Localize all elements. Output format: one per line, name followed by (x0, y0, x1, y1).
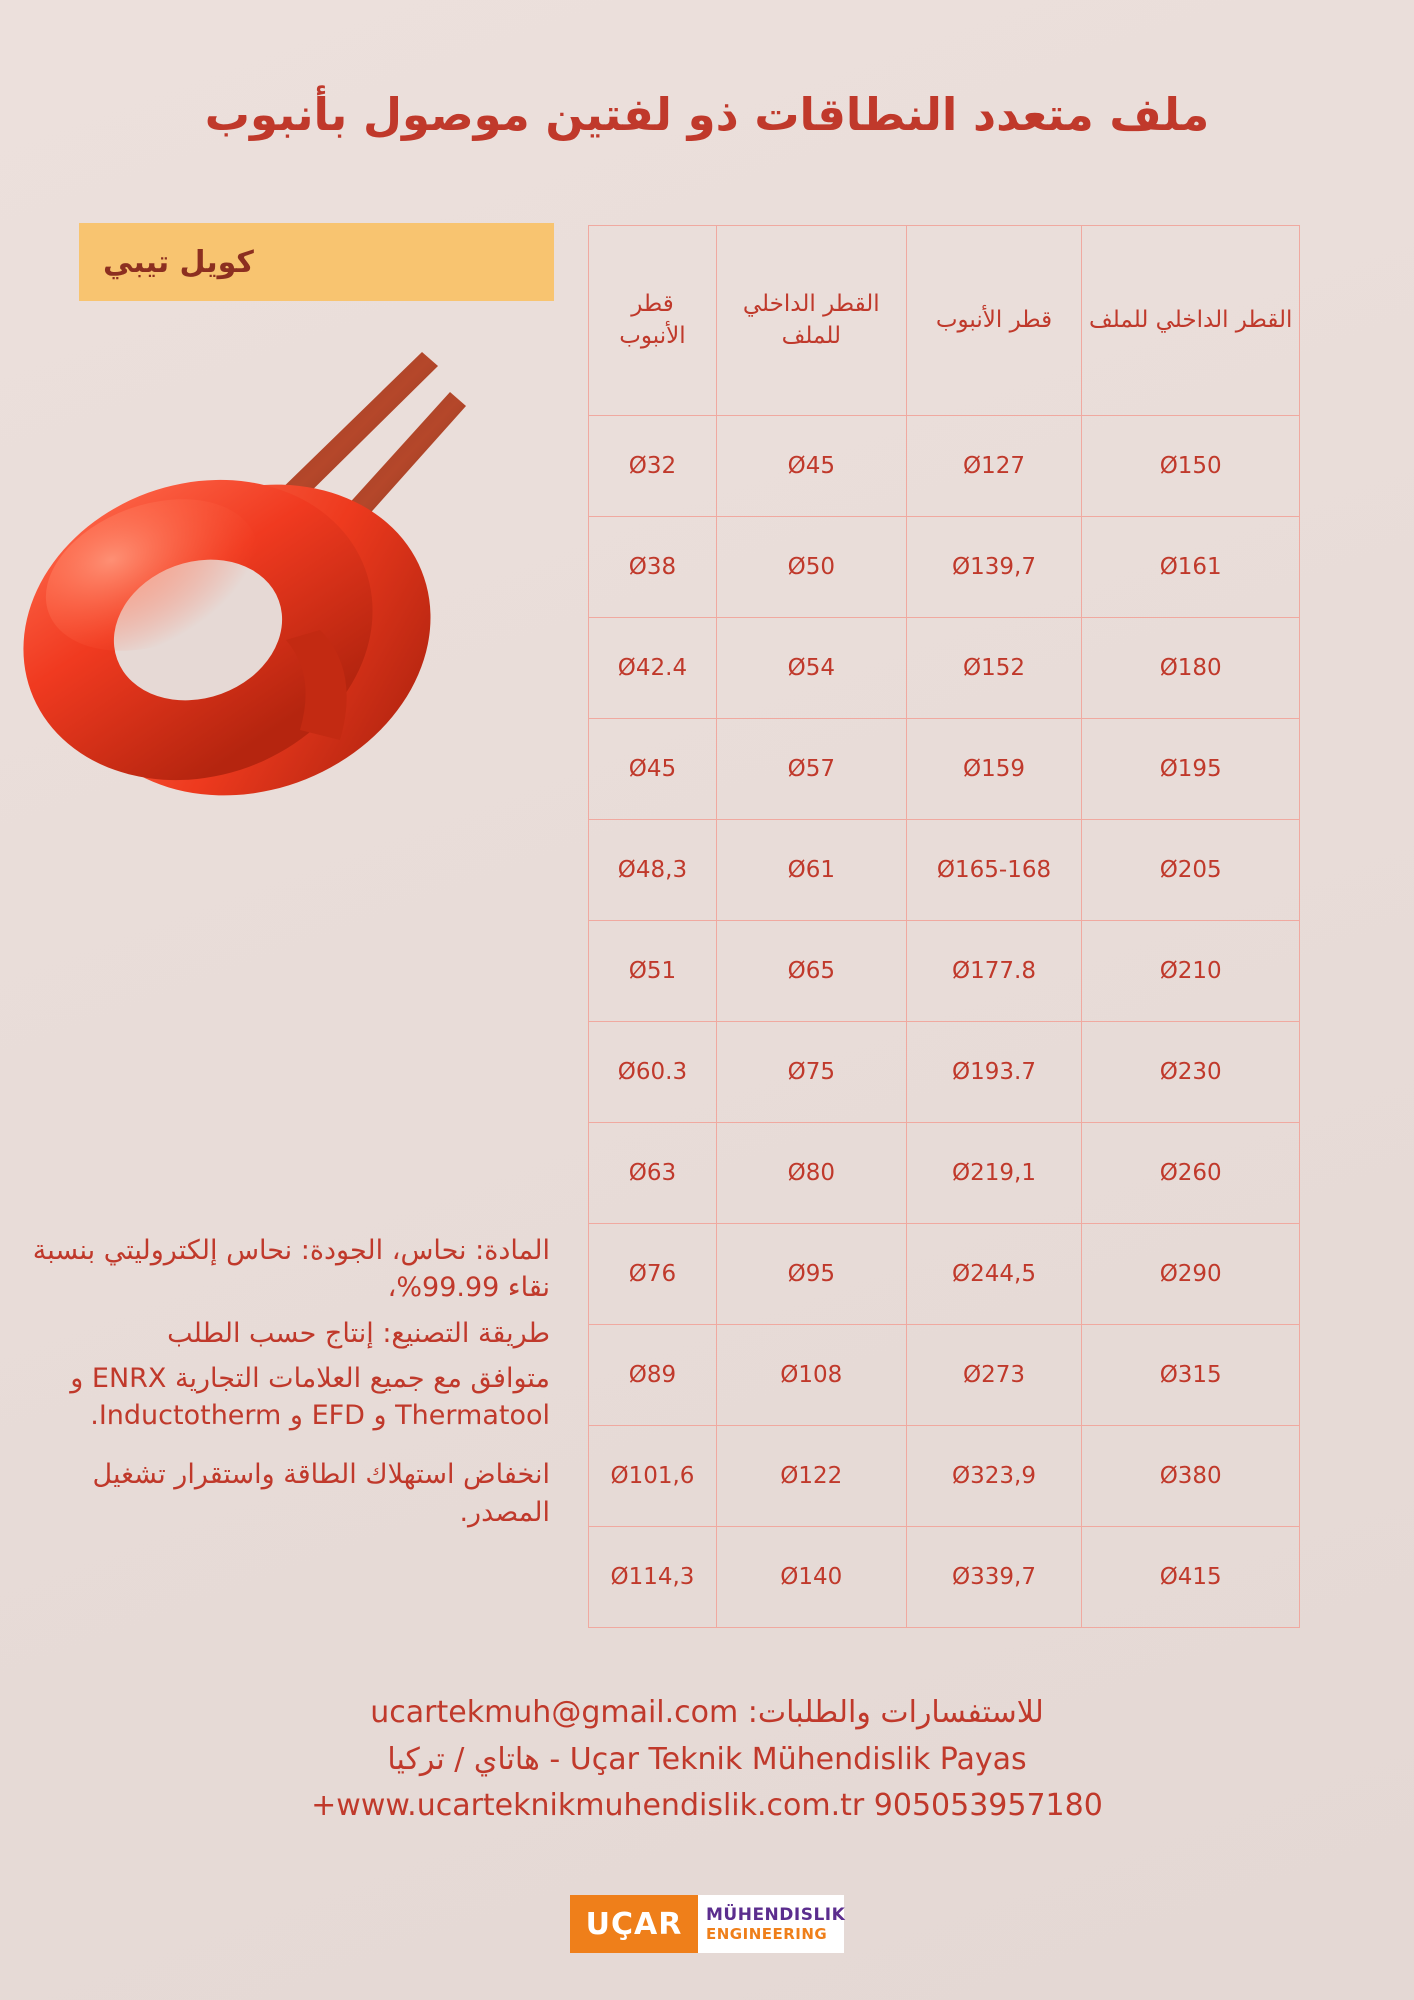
table-cell: Ø180 (1082, 618, 1300, 719)
logo-wordmark (698, 1895, 844, 1953)
table-cell: Ø150 (1082, 416, 1300, 517)
table-cell: Ø108 (716, 1325, 906, 1426)
table-cell: Ø210 (1082, 921, 1300, 1022)
table-cell: Ø139,7 (906, 517, 1082, 618)
description-block (0, 1232, 560, 1539)
table-cell: Ø80 (716, 1123, 906, 1224)
description-line-efficiency: انخفاض استهلاك الطاقة واستقرار تشغيل المصدر. (92, 1459, 550, 1528)
table-cell: Ø114,3 (589, 1527, 717, 1628)
contact-address-line: Uçar Teknik Mühendislik Payas - هاتاي / تركيا (387, 1741, 1027, 1777)
table-cell: Ø45 (589, 719, 717, 820)
table-cell: Ø415 (1082, 1527, 1300, 1628)
page-title: ملف متعدد النطاقات ذو لفتين موصول بأنبوب (204, 88, 1210, 141)
table-cell: Ø219,1 (906, 1123, 1082, 1224)
table-cell: Ø42.4 (589, 618, 717, 719)
company-logo (570, 1895, 844, 1953)
specification-table (588, 225, 1300, 1628)
table-cell: Ø75 (716, 1022, 906, 1123)
table-cell: Ø165-168 (906, 820, 1082, 921)
table-cell: Ø315 (1082, 1325, 1300, 1426)
logo-brand-text: UÇAR (585, 1906, 683, 1942)
table-cell: Ø57 (716, 719, 906, 820)
table-cell: Ø38 (589, 517, 717, 618)
table-cell: Ø290 (1082, 1224, 1300, 1325)
logo-sub-en: ENGINEERING (706, 1925, 828, 1943)
table-row (589, 1527, 1300, 1628)
table-row (589, 1123, 1300, 1224)
table-cell: Ø159 (906, 719, 1082, 820)
contact-email-line[interactable]: للاستفسارات والطلبات: ucartekmuh@gmail.com (370, 1695, 1044, 1730)
table-cell: Ø161 (1082, 517, 1300, 618)
logo-mark (570, 1895, 698, 1953)
table-cell: Ø101,6 (589, 1426, 717, 1527)
table-cell: Ø95 (716, 1224, 906, 1325)
coil-illustration (20, 330, 580, 850)
logo-sub-tr: MÜHENDISLIK (706, 1905, 846, 1925)
table-cell: Ø48,3 (589, 820, 717, 921)
table-cell: Ø177.8 (906, 921, 1082, 1022)
table-header-row (589, 226, 1300, 416)
table-row (589, 1022, 1300, 1123)
table-cell: Ø339,7 (906, 1527, 1082, 1628)
table-cell: Ø51 (589, 921, 717, 1022)
contact-block (0, 1690, 1414, 1830)
table-cell: Ø45 (716, 416, 906, 517)
table-cell: Ø273 (906, 1325, 1082, 1426)
description-line-compatibility: متوافق مع جميع العلامات التجارية ENRX و Thermatool و EFD و Inductotherm. (70, 1362, 550, 1431)
table-row (589, 618, 1300, 719)
table-header-cell: القطر الداخلي للملف (716, 226, 906, 416)
table-cell: Ø50 (716, 517, 906, 618)
table-cell: Ø122 (716, 1426, 906, 1527)
table-cell: Ø54 (716, 618, 906, 719)
table-cell: Ø76 (589, 1224, 717, 1325)
badge-tubular-coil (79, 223, 554, 301)
table-row (589, 719, 1300, 820)
table-cell: Ø65 (716, 921, 906, 1022)
table-row (589, 921, 1300, 1022)
badge-label: كويل تيبي (103, 244, 254, 280)
table-cell: Ø61 (716, 820, 906, 921)
table-body (589, 416, 1300, 1628)
table-cell: Ø230 (1082, 1022, 1300, 1123)
description-line-material: المادة: نحاس، الجودة: نحاس إلكتروليتي بنسبة نقاء 99.99%، (32, 1235, 550, 1304)
table-cell: Ø193.7 (906, 1022, 1082, 1123)
table-cell: Ø205 (1082, 820, 1300, 921)
table-row (589, 1426, 1300, 1527)
table-header-cell: القطر الداخلي للملف (1082, 226, 1300, 416)
table-cell: Ø195 (1082, 719, 1300, 820)
table-cell: Ø140 (716, 1527, 906, 1628)
table-cell: Ø60.3 (589, 1022, 717, 1123)
table-row (589, 1325, 1300, 1426)
description-line-method: طريقة التصنيع: إنتاج حسب الطلب (167, 1317, 550, 1349)
table-cell: Ø63 (589, 1123, 717, 1224)
table-row (589, 1224, 1300, 1325)
table-cell: Ø152 (906, 618, 1082, 719)
table-cell: Ø260 (1082, 1123, 1300, 1224)
table-cell: Ø244,5 (906, 1224, 1082, 1325)
table-cell: Ø127 (906, 416, 1082, 517)
table-cell: Ø89 (589, 1325, 717, 1426)
table-cell: Ø380 (1082, 1426, 1300, 1527)
contact-web-phone-line[interactable]: www.ucarteknikmuhendislik.com.tr 905053957180+ (311, 1788, 1103, 1823)
table-cell: Ø32 (589, 416, 717, 517)
table-row (589, 820, 1300, 921)
table-row (589, 517, 1300, 618)
table-header-cell: قطر الأنبوب (589, 226, 717, 416)
table-header-cell: قطر الأنبوب (906, 226, 1082, 416)
table-row (589, 416, 1300, 517)
table-cell: Ø323,9 (906, 1426, 1082, 1527)
